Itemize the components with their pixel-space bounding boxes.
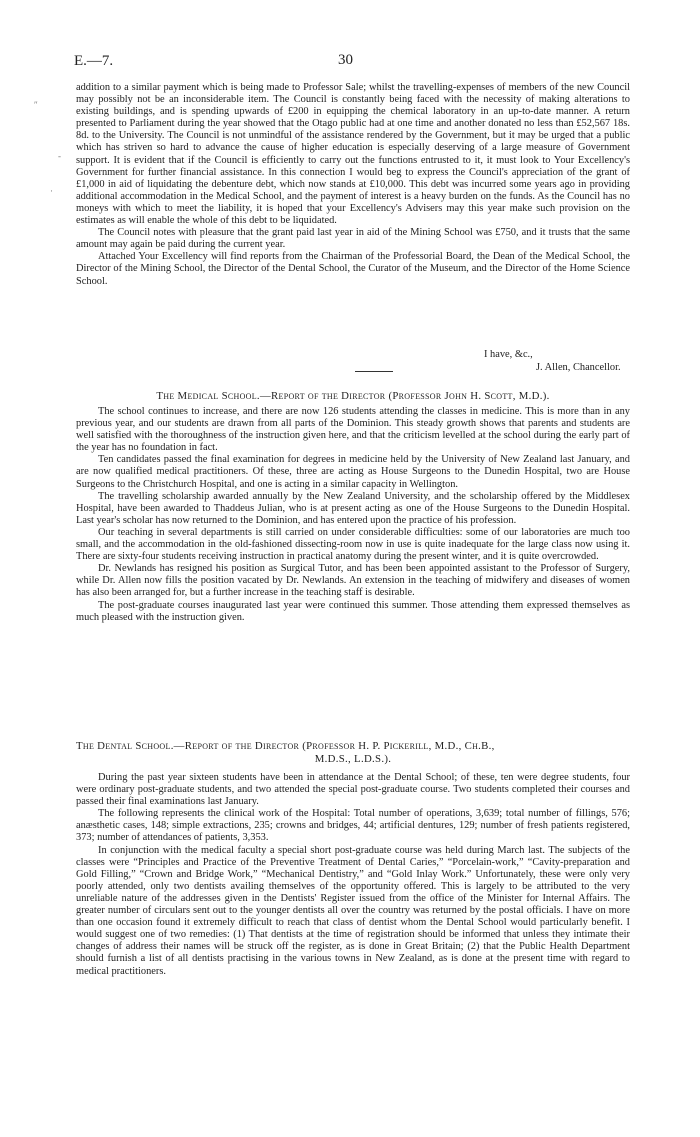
dental-school-heading: The Dental School.—Report of the Director (Professor H. P. Pickerill, M.D., Ch.B.,	[76, 740, 495, 752]
body-paragraph: The following represents the clinical work of the Hospital: Total number of operations, 3,639; total number of fillings, 576; anæsthetic cases, 148; simple extractions, 235; crowns and bridges, 44; artificial dentures, 129; number of fresh patients registered, 373; number of attendances of patients, 3,353.	[76, 808, 630, 844]
intro-section	[76, 82, 630, 288]
body-paragraph: The post-graduate courses inaugurated last year were continued this summer. Those attending them expressed themselves as much pleased with the instruction given.	[76, 599, 630, 623]
body-paragraph: The travelling scholarship awarded annually by the New Zealand University, and the scholarship offered by the Middlesex Hospital, have been awarded to Thaddeus Julian, who is at present acting as one of the House Surgeons to the Dunedin Hospital. Last year's scholar has now returned to the Dominion, and has entered upon the practice of his profession.	[76, 490, 630, 526]
body-paragraph: During the past year sixteen students have been in attendance at the Dental School; of these, ten were degree students, four were ordinary post-graduate students, and two attended the special post-graduate course. Two students completed their courses and passed their final examinations last January.	[76, 772, 630, 808]
margin-mark: ″	[34, 100, 38, 110]
dental-school-heading-cont: M.D.S., L.D.S.).	[314, 753, 392, 765]
section-heading	[76, 740, 630, 766]
body-paragraph: Attached Your Excellency will find reports from the Chairman of the Professorial Board, the Dean of the Medical School, the Director of the Mining School, the Director of the Dental School, the Curator of the Museum, and the Director of the Home Science School.	[76, 251, 630, 287]
section-heading	[76, 390, 630, 403]
margin-mark: ·	[50, 186, 53, 196]
body-paragraph: Ten candidates passed the final examination for degrees in medicine held by the University of New Zealand last January, and are now qualified medical practitioners. Of these, three are acting as House Surgeons to the Dunedin Hospital, two are House Surgeons to the Christchurch Hospital, and one is acting in a similar capacity in Wellington.	[76, 454, 630, 490]
dental-school-section	[76, 772, 630, 978]
series-code: E.—7.	[74, 53, 114, 69]
body-paragraph: The school continues to increase, and there are now 126 students attending the classes in medicine. This is more than in any previous year, and our students are drawn from all parts of the Dominion. This steady growth shows that parents and students are well satisfied with the thoroughness of the instruction given here, and that the criticism levelled at the school during the early part of the year has no foundation in fact.	[76, 406, 630, 454]
medical-school-section	[76, 406, 630, 624]
page-number: 30	[338, 52, 353, 68]
body-paragraph: addition to a similar payment which is being made to Professor Sale; whilst the travelling-expenses of members of the new Council may possibly not be an inconsiderable item. The Council is constantly being faced with the necessity of making alterations to existing buildings, and is spending upwards of £200 in equipping the chemical laboratory in an up-to-date manner. A return presented to Parliament during the year showed that the Otago public had at one time and another donated no less than £52,567 18s. 8d. to the University. The Council is not unmindful of the assistance rendered by the Government, but it may be urged that a public which has striven so hard to advance the cause of higher education is especially deserving of a large measure of Government support. It is evident that if the Council is efficiently to carry out the functions entrusted to it, it must look to Your Excellency's Government for further financial assistance. In this connection I would beg to express the Council's appreciation of the grant of £1,000 in aid of liquidating the debenture debt, which now stands at £10,000. This debt was incurred some years ago in providing additional accommodation in the Medical School, and the payment of interest is a heavy burden on the funds. As the Council has no moneys with which to meet the liability, it is hoped that your Excellency's Advisers may this year make such provision on the estimates as will enable the whole of this debt to be liquidated.	[76, 82, 630, 227]
body-paragraph: Dr. Newlands has resigned his position as Surgical Tutor, and has been been appointed assistant to the Professor of Surgery, while Dr. Allen now fills the position vacated by Dr. Newlands. An extension in the teaching of midwifery and diseases of women has also been arranged for, but a further increase in the teaching staff is desirable.	[76, 563, 630, 599]
margin-mark: -	[58, 151, 61, 161]
signature-closing: I have, &c.,	[484, 349, 533, 360]
body-paragraph: Our teaching in several departments is still carried on under considerable difficulties: some of our laboratories are much too small, and the accommodation in the old-fashioned dissecting-room now in use is quite inadequate for the large class now using it. There are sixty-four students receiving instruction in practical anatomy during the present winter, and it is quite overcrowded.	[76, 526, 630, 563]
body-paragraph: The Council notes with pleasure that the grant paid last year in aid of the Mining School was £750, and it trusts that the same amount may again be paid during the current year.	[76, 227, 630, 251]
body-paragraph: In conjunction with the medical faculty a special short post-graduate course was held during March last. The subjects of the classes were “Principles and Practice of the Preventive Treatment of Dental Caries,” “Porcelain-work,” “Cavity-preparation and Gold Filling,” “Crown and Bridge Work,” “Mechanical Dentistry,” and “Gold Inlay Work.” Unfortunately, these were only very poorly attended, only two dentists availing themselves of the opportunity offered. This is largely to be attributed to the very unreliable nature of the addresses given in the Dentists' Register issued from the office of the Minister for Internal Affairs. The greater number of circulars sent out to the younger dentists all over the country was returned by the postal officials. I have on more than one occasion found it extremely difficult to reach that class of dentist whom the Dental School would particularly benefit. I would suggest one of two remedies: (1) That dentists at the time of registration should be informed that unless they intimate their changes of address their names will be struck off the register, as is done in Great Britain; (2) that the Public Health Department should furnish a list of all dentists practising in the various towns in New Zealand, as is done at the present time with regard to medical practitioners.	[76, 844, 630, 977]
signature-rule	[355, 371, 393, 372]
signature-name: J. Allen, Chancellor.	[536, 362, 621, 373]
medical-school-heading: The Medical School.—Report of the Director (Professor John H. Scott, M.D.).	[156, 390, 550, 402]
